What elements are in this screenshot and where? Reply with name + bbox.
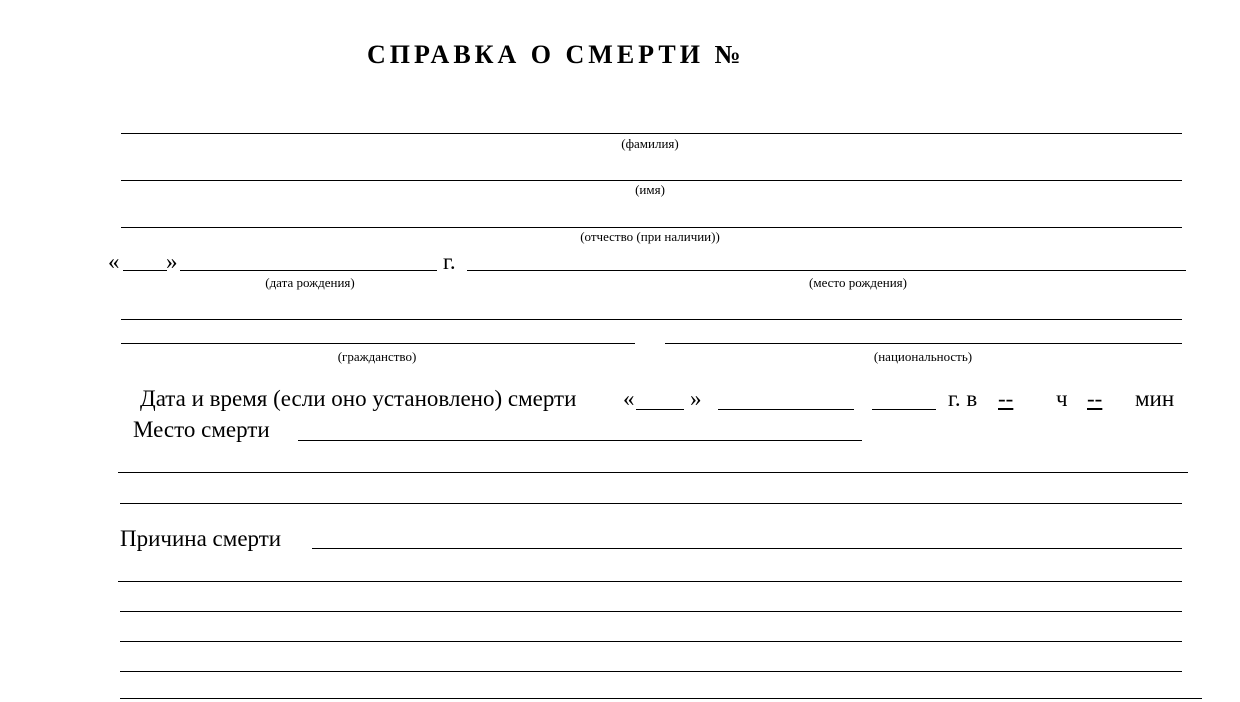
birth-place-caption: (место рождения) bbox=[809, 275, 907, 290]
citizenship-caption: (гражданство) bbox=[337, 349, 417, 364]
birth-month-blank[interactable] bbox=[180, 270, 437, 271]
name-caption: (имя) bbox=[635, 182, 665, 197]
death-cause-label: Причина смерти bbox=[120, 526, 282, 551]
death-minute-value[interactable]: -- bbox=[1087, 386, 1103, 411]
birth-place-blank[interactable] bbox=[467, 270, 1186, 271]
citizenship-field-line[interactable] bbox=[121, 343, 635, 344]
death-datetime-label: Дата и время (если оно установлено) смерти bbox=[140, 386, 577, 411]
nationality-field-line[interactable] bbox=[665, 343, 1182, 344]
death-cause-line-5[interactable] bbox=[120, 698, 1202, 699]
birth-place-continuation-line[interactable] bbox=[121, 319, 1182, 320]
birth-date-close-quote: » bbox=[166, 249, 178, 274]
death-place-blank[interactable] bbox=[298, 440, 862, 441]
patronymic-field-line[interactable] bbox=[121, 227, 1182, 228]
death-cause-line-1[interactable] bbox=[118, 581, 1182, 582]
death-date-close-quote: » bbox=[690, 386, 702, 411]
death-year-blank[interactable] bbox=[872, 409, 936, 410]
death-cause-blank[interactable] bbox=[312, 548, 1182, 549]
nationality-caption: (национальность) bbox=[873, 349, 973, 364]
patronymic-caption: (отчество (при наличии)) bbox=[580, 229, 720, 244]
death-place-line-1[interactable] bbox=[118, 472, 1188, 473]
surname-field-line[interactable] bbox=[121, 133, 1182, 134]
death-hour-value[interactable]: -- bbox=[998, 386, 1014, 411]
death-month-blank[interactable] bbox=[718, 409, 854, 410]
birth-date-caption: (дата рождения) bbox=[265, 275, 355, 290]
death-cause-line-4[interactable] bbox=[120, 671, 1182, 672]
surname-caption: (фамилия) bbox=[621, 136, 679, 151]
birth-year-suffix: г. bbox=[443, 249, 456, 274]
name-field-line[interactable] bbox=[121, 180, 1182, 181]
death-hour-unit: ч bbox=[1056, 386, 1068, 411]
birth-date-open-quote: « bbox=[108, 249, 120, 274]
birth-day-blank[interactable] bbox=[123, 270, 167, 271]
death-date-open-quote: « bbox=[623, 386, 635, 411]
death-place-line-2[interactable] bbox=[120, 503, 1182, 504]
death-day-blank[interactable] bbox=[636, 409, 684, 410]
death-cause-line-2[interactable] bbox=[120, 611, 1182, 612]
death-year-in-label: г. в bbox=[948, 386, 978, 411]
document-title: СПРАВКА О СМЕРТИ № bbox=[367, 42, 745, 68]
death-minute-unit: мин bbox=[1135, 386, 1175, 411]
death-place-label: Место смерти bbox=[133, 417, 270, 442]
death-cause-line-3[interactable] bbox=[120, 641, 1182, 642]
